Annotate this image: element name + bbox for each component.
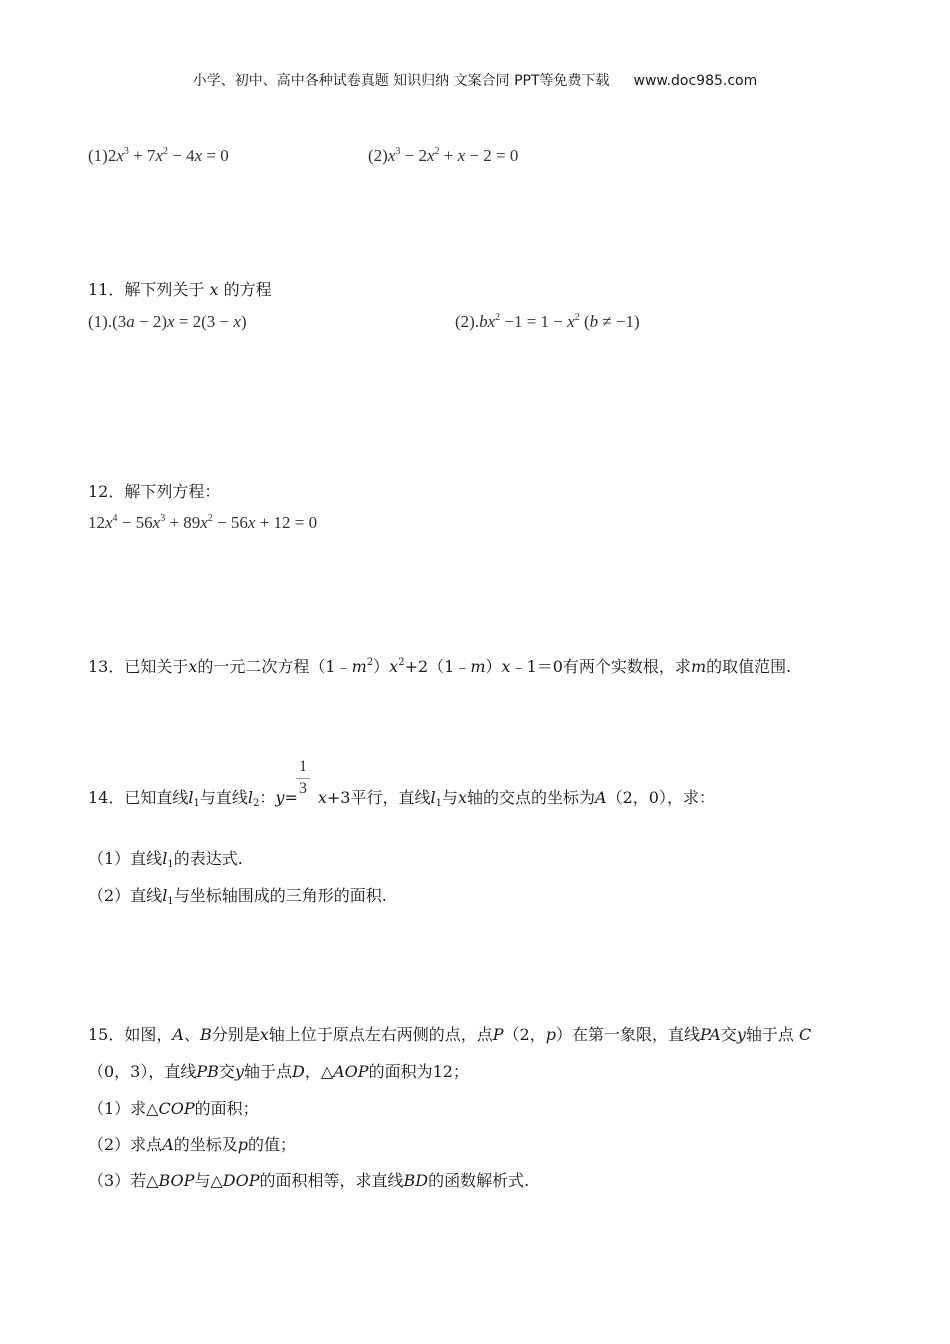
q10-equation-1: $(1)2x^3 + 7x^2 - 4x = 0$ [88, 146, 229, 165]
q14-part-1: （1）直线$l_1$的表达式. [88, 849, 243, 870]
page-header [0, 70, 950, 90]
q13-text: 13．已知关于x的一元二次方程$(1﹣m^2)x^2+2(1﹣m)x﹣1=0$有两个实数根，求m的取值范围. [88, 657, 792, 676]
q15-line-2: （0，3），直线PB交y轴于点D，△AOP的面积为12； [88, 1062, 469, 1081]
q12-equation: $12x^4 - 56x^3 + 89x^2 - 56x + 12 = 0$ [88, 513, 318, 532]
fraction-numerator: 1 [299, 758, 307, 775]
q14-text: 14．已知直线$l_1$与直线$l_2$：y= x+3平行，直线$l_1$与x轴的交点的坐标为A（2，0），求： [88, 788, 715, 809]
q11-title: 11．解下列关于 x 的方程 [88, 280, 272, 299]
q11-equation-1: (1).(3a − 2)x = 2(3 − x) [88, 312, 247, 331]
q11-equation-2: $(2).bx^2 -1 = 1 - x^2$ (b ≠ −1) [455, 312, 640, 331]
q15-part-2: （2）求点A的坐标及p的值； [88, 1135, 297, 1154]
q14-part-2: （2）直线$l_1$与坐标轴围成的三角形的面积. [88, 886, 387, 907]
header-text: 小学、初中、高中各种试卷真题 知识归纳 文案合同 PPT等免费下载 [192, 73, 610, 89]
q12-title: 12．解下列方程： [88, 482, 221, 501]
q15-part-1: （1）求△COP的面积； [88, 1099, 259, 1118]
fraction-denominator: 3 [299, 780, 307, 797]
q15-part-3: （3）若△BOP与△DOP的面积相等，求直线BD的函数解析式. [88, 1171, 530, 1190]
fraction-bar [296, 778, 310, 779]
q10-equation-2: $(2)x^3 - 2x^2 + x - 2 = 0$ [368, 146, 519, 165]
q15-line-1: 15．如图，A、B分别是x轴上位于原点左右两侧的点，点P（2，p）在第一象限，直线PA交y轴于点 C [88, 1025, 812, 1044]
header-url[interactable]: www.doc985.com [633, 73, 758, 89]
